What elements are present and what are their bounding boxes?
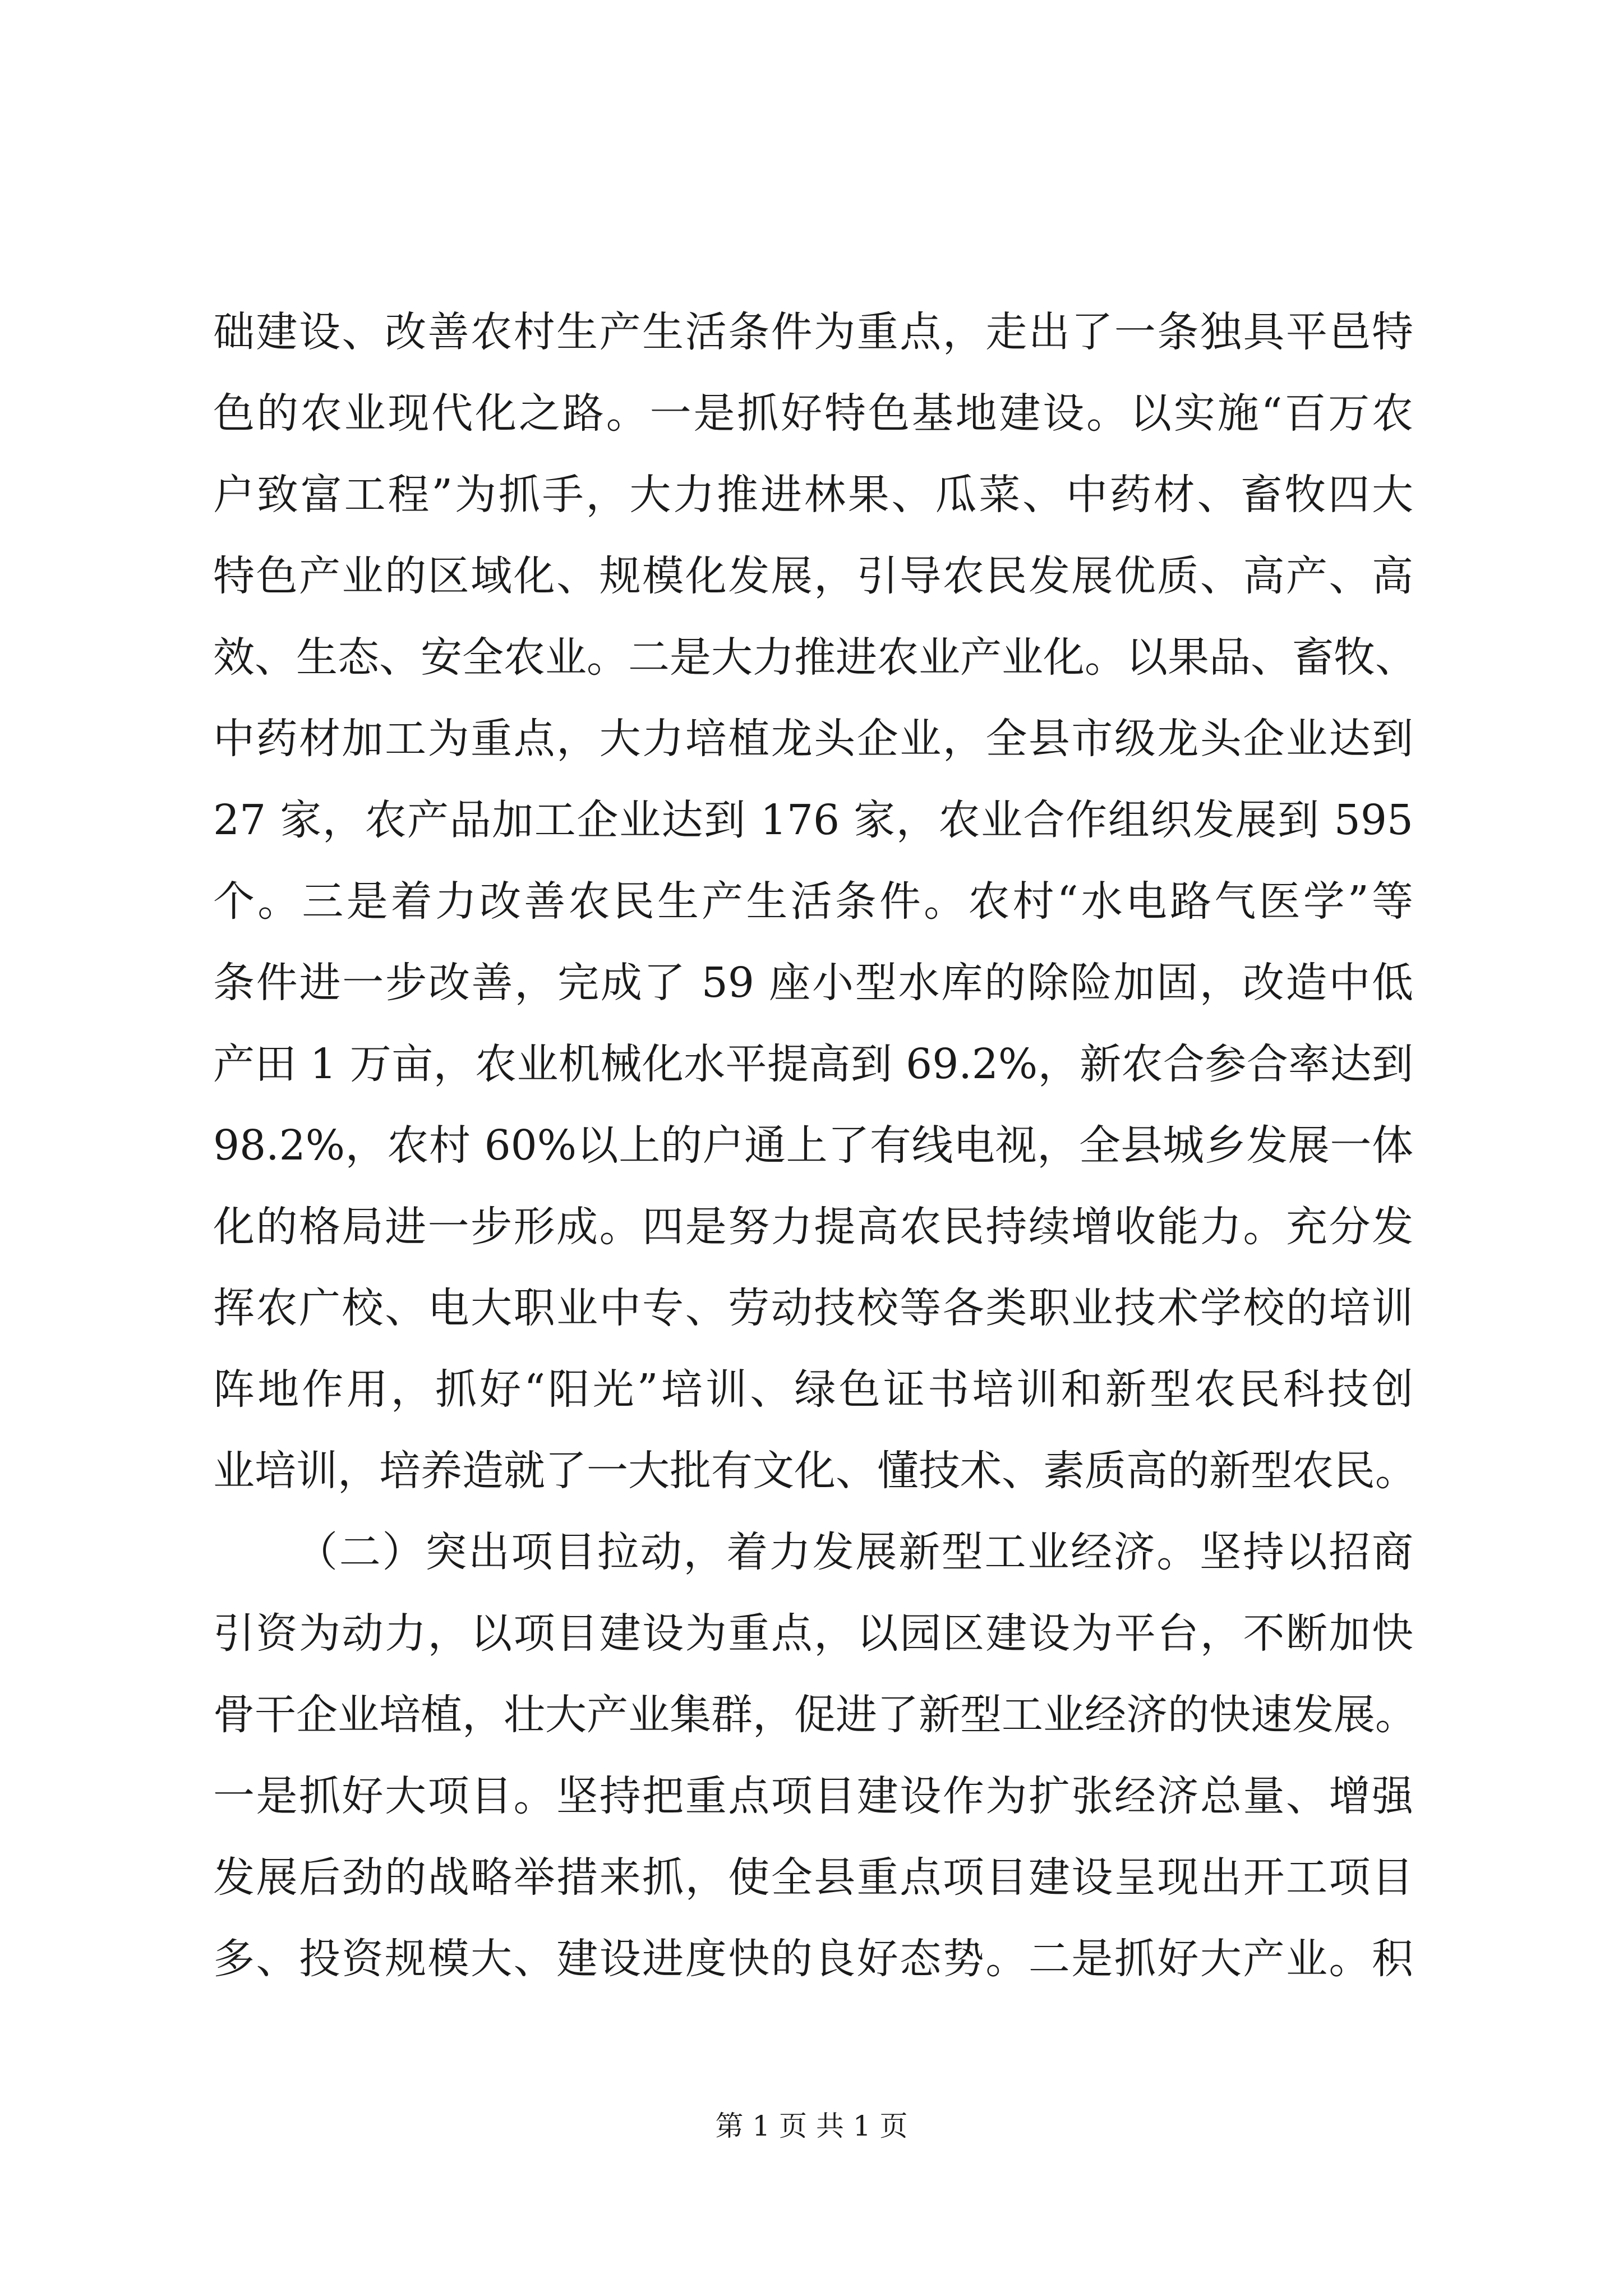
- page-footer: 第 1 页 共 1 页: [715, 2110, 908, 2142]
- text-line: 27 家，农产品加工企业达到 176 家，农业合作组织发展到 595: [213, 796, 1413, 844]
- text-line: 业培训，培养造就了一大批有文化、懂技术、素质高的新型农民。: [213, 1447, 1417, 1495]
- text-line: 98.2%，农村 60%以上的户通上了有线电视，全县城乡发展一体: [213, 1121, 1413, 1170]
- text-line: 骨干企业培植，壮大产业集群，促进了新型工业经济的快速发展。: [213, 1691, 1417, 1739]
- text-line: 中药材加工为重点，大力培植龙头企业，全县市级龙头企业达到: [213, 715, 1413, 763]
- text-line: 个。三是着力改善农民生产生活条件。农村“水电路气医学”等: [213, 877, 1413, 926]
- text-line: 特色产业的区域化、规模化发展，引导农民发展优质、高产、高: [213, 552, 1413, 600]
- section-heading-line: （二）突出项目拉动，着力发展新型工业经济。坚持以招商: [296, 1528, 1413, 1576]
- text-line: 条件进一步改善，完成了 59 座小型水库的除险加固，改造中低: [213, 959, 1413, 1007]
- text-line: 户致富工程”为抓手，大力推进林果、瓜菜、中药材、畜牧四大: [213, 471, 1413, 519]
- text-line: 化的格局进一步形成。四是努力提高农民持续增收能力。充分发: [213, 1203, 1413, 1251]
- text-line: 产田 1 万亩，农业机械化水平提高到 69.2%，新农合参合率达到: [213, 1040, 1413, 1088]
- text-line: 一是抓好大项目。坚持把重点项目建设作为扩张经济总量、增强: [213, 1772, 1413, 1820]
- text-line: 挥农广校、电大职业中专、劳动技校等各类职业技术学校的培训: [213, 1284, 1413, 1332]
- text-line: 础建设、改善农村生产生活条件为重点，走出了一条独具平邑特: [213, 308, 1413, 356]
- text-line: 色的农业现代化之路。一是抓好特色基地建设。以实施“百万农: [213, 389, 1413, 438]
- text-line: 效、生态、安全农业。二是大力推进农业产业化。以果品、畜牧、: [213, 633, 1417, 682]
- text-line: 阵地作用，抓好“阳光”培训、绿色证书培训和新型农民科技创: [213, 1365, 1413, 1414]
- text-line: 发展后劲的战略举措来抓，使全县重点项目建设呈现出开工项目: [213, 1853, 1413, 1902]
- text-line: 引资为动力，以项目建设为重点，以园区建设为平台，不断加快: [213, 1609, 1413, 1658]
- document-body: [213, 292, 1417, 2000]
- text-line: 多、投资规模大、建设进度快的良好态势。二是抓好大产业。积: [213, 1935, 1413, 1983]
